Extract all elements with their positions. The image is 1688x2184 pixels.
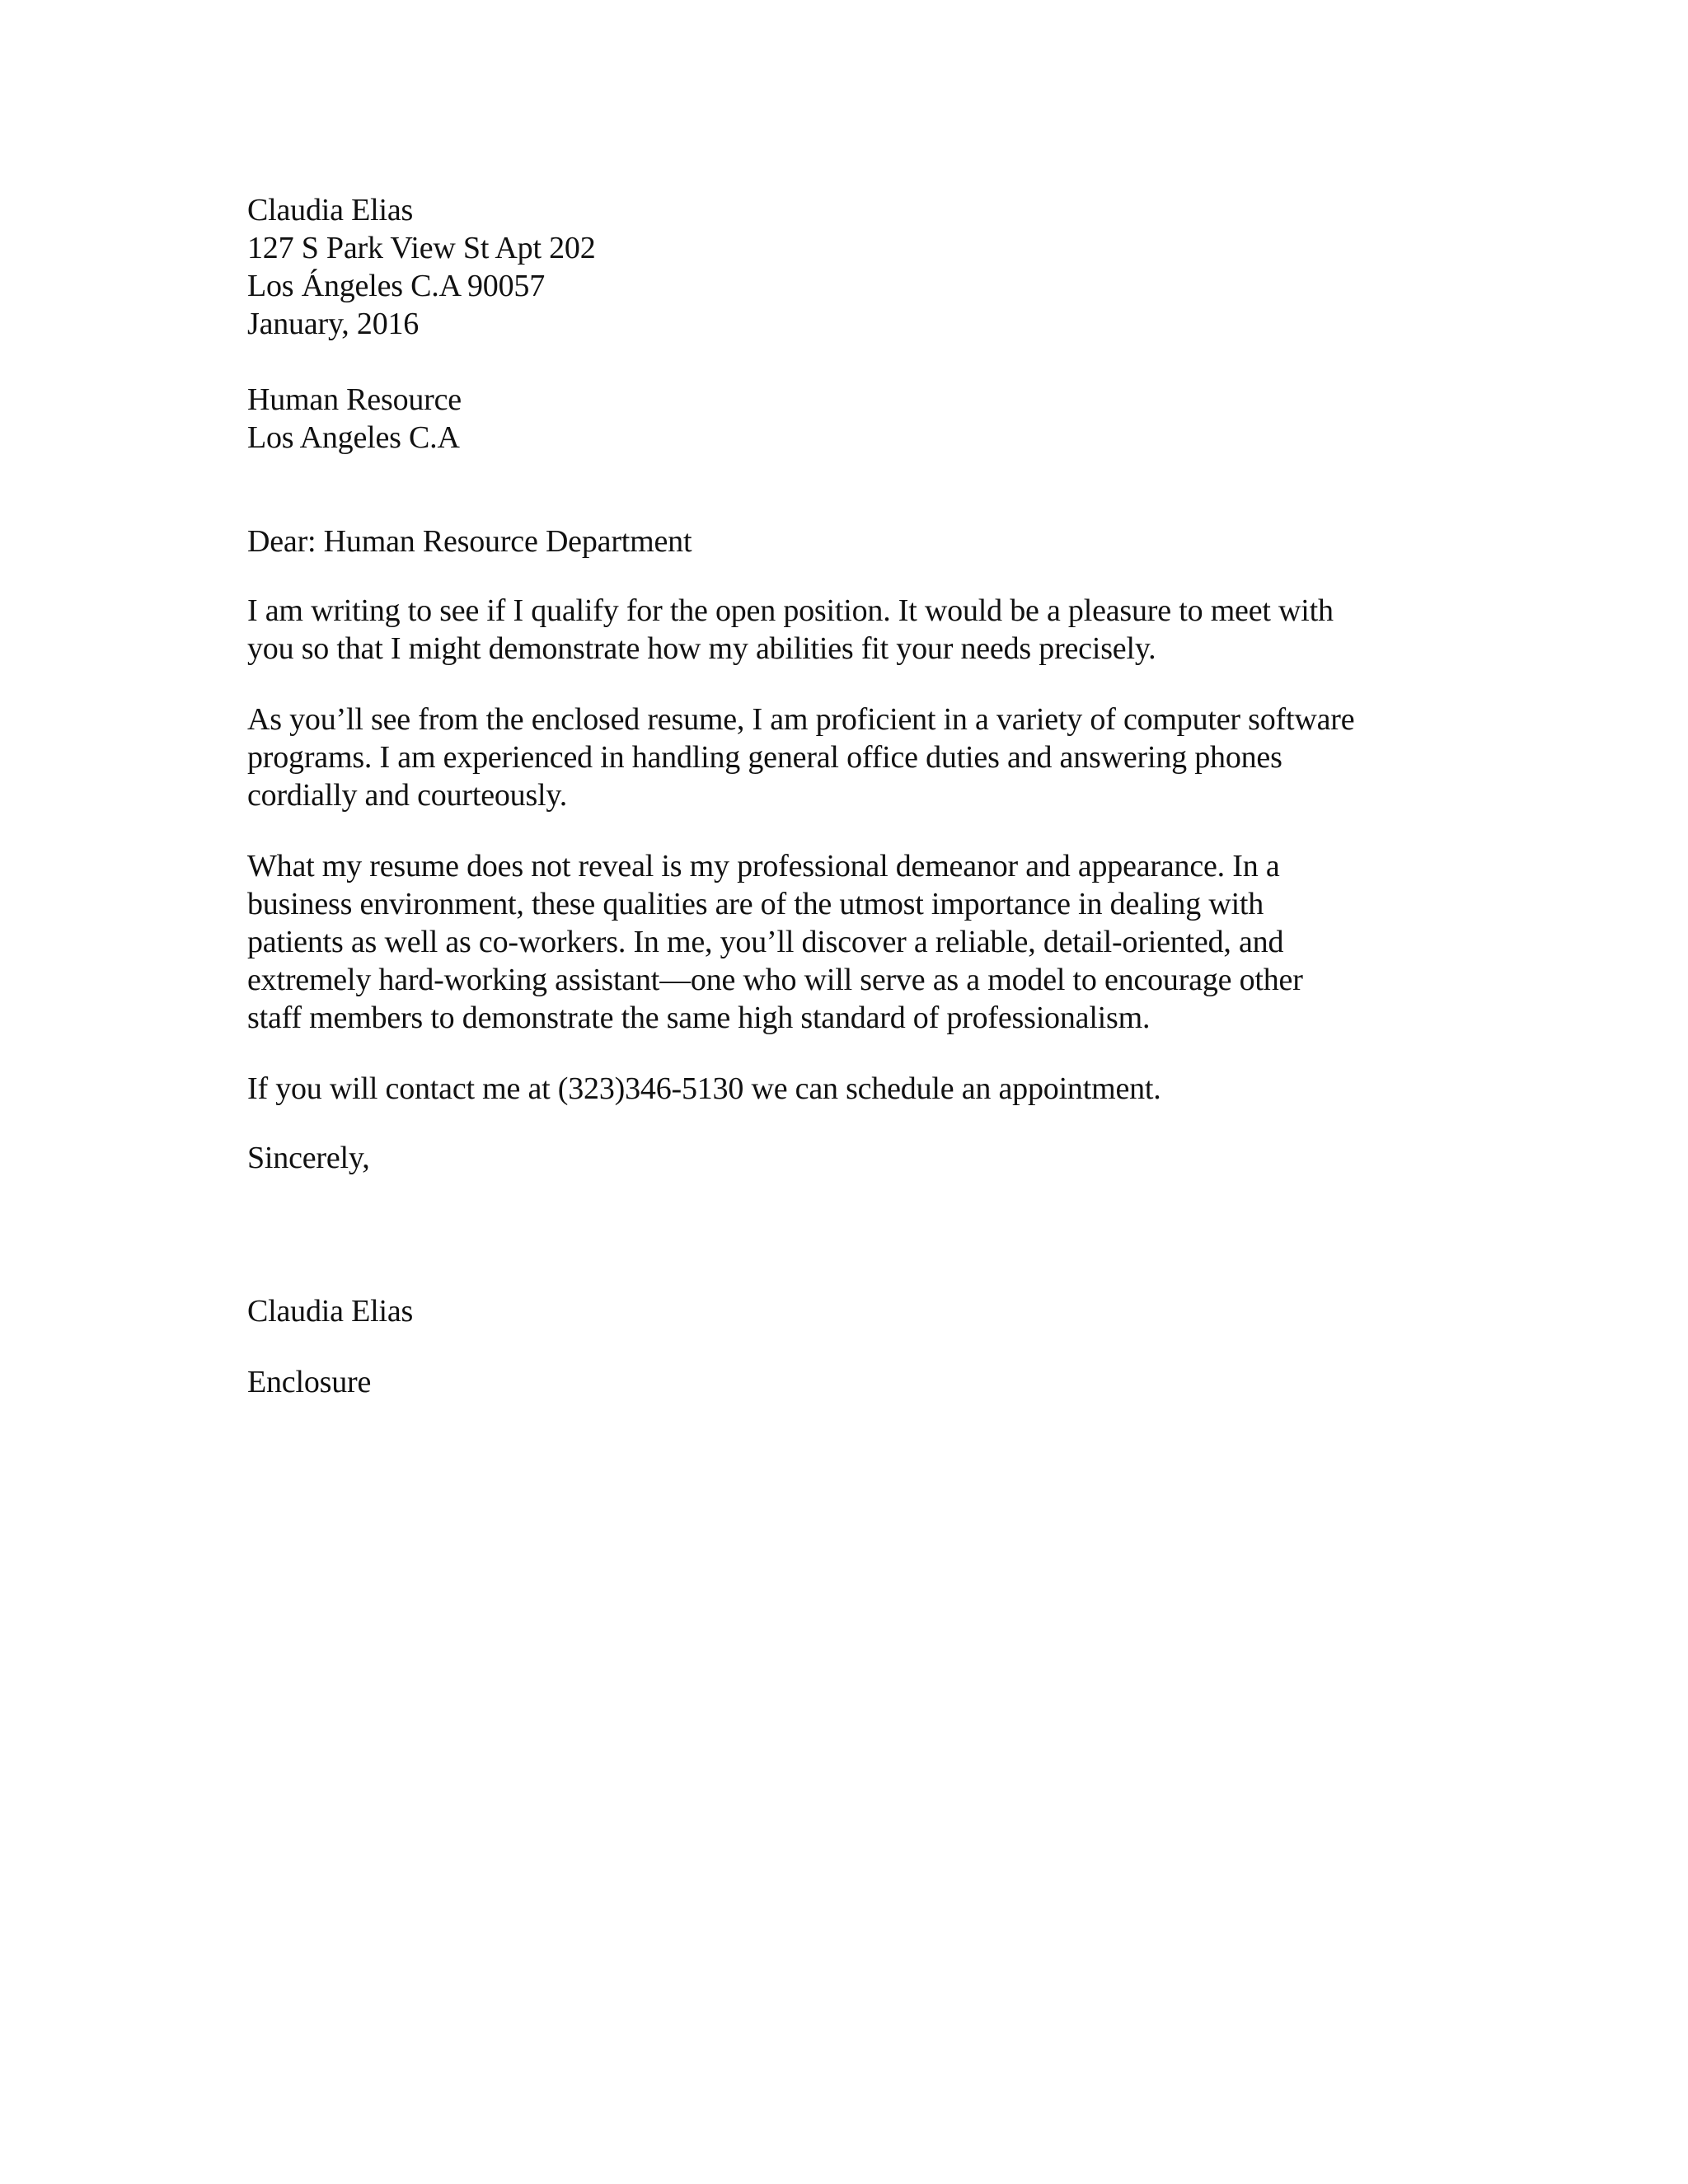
cover-letter [247,191,1451,1401]
body-paragraph-4 [247,1070,1451,1108]
body-paragraph-1 [247,592,1451,668]
enclosure-note [247,1363,1451,1401]
paragraph-line: staff members to demonstrate the same high standard of professionalism. [247,1001,1151,1035]
sender-city: Los Ángeles C.A 90057 [247,269,546,303]
paragraph-line: As you’ll see from the enclosed resume, I am proficient in a variety of computer software [247,702,1355,737]
sender-street: 127 S Park View St Apt 202 [247,231,596,265]
paragraph-line: cordially and courteously. [247,778,568,813]
body-paragraph-3 [247,847,1451,1037]
body-paragraph-2 [247,701,1451,814]
sender-name: Claudia Elias [247,193,414,227]
recipient-line-2: Los Angeles C.A [247,420,460,455]
signature-name: Claudia Elias [247,1294,414,1329]
recipient-address-block [247,381,1451,457]
paragraph-line: I am writing to see if I qualify for the open position. It would be a pleasure to meet with [247,593,1334,628]
salutation [247,523,1451,560]
paragraph-line: you so that I might demonstrate how my abilities fit your needs precisely. [247,631,1156,666]
paragraph-line: What my resume does not reveal is my professional demeanor and appearance. In a [247,849,1280,883]
paragraph-line: business environment, these qualities are of the utmost importance in dealing with [247,887,1264,921]
paragraph-line: If you will contact me at (323)346-5130 we can schedule an appointment. [247,1071,1161,1106]
recipient-line-1: Human Resource [247,382,462,417]
salutation-text: Dear: Human Resource Department [247,524,692,559]
paragraph-line: programs. I am experienced in handling general office duties and answering phones [247,740,1282,775]
enclosure-text: Enclosure [247,1365,372,1399]
sender-address-block [247,191,1451,343]
paragraph-line: extremely hard-working assistant—one who will serve as a model to encourage other [247,963,1303,997]
closing-text: Sincerely, [247,1141,370,1175]
letter-date: January, 2016 [247,307,420,341]
closing [247,1139,1451,1177]
signature-block [247,1292,1451,1330]
paragraph-line: patients as well as co-workers. In me, you’ll discover a reliable, detail-oriented, and [247,925,1284,959]
